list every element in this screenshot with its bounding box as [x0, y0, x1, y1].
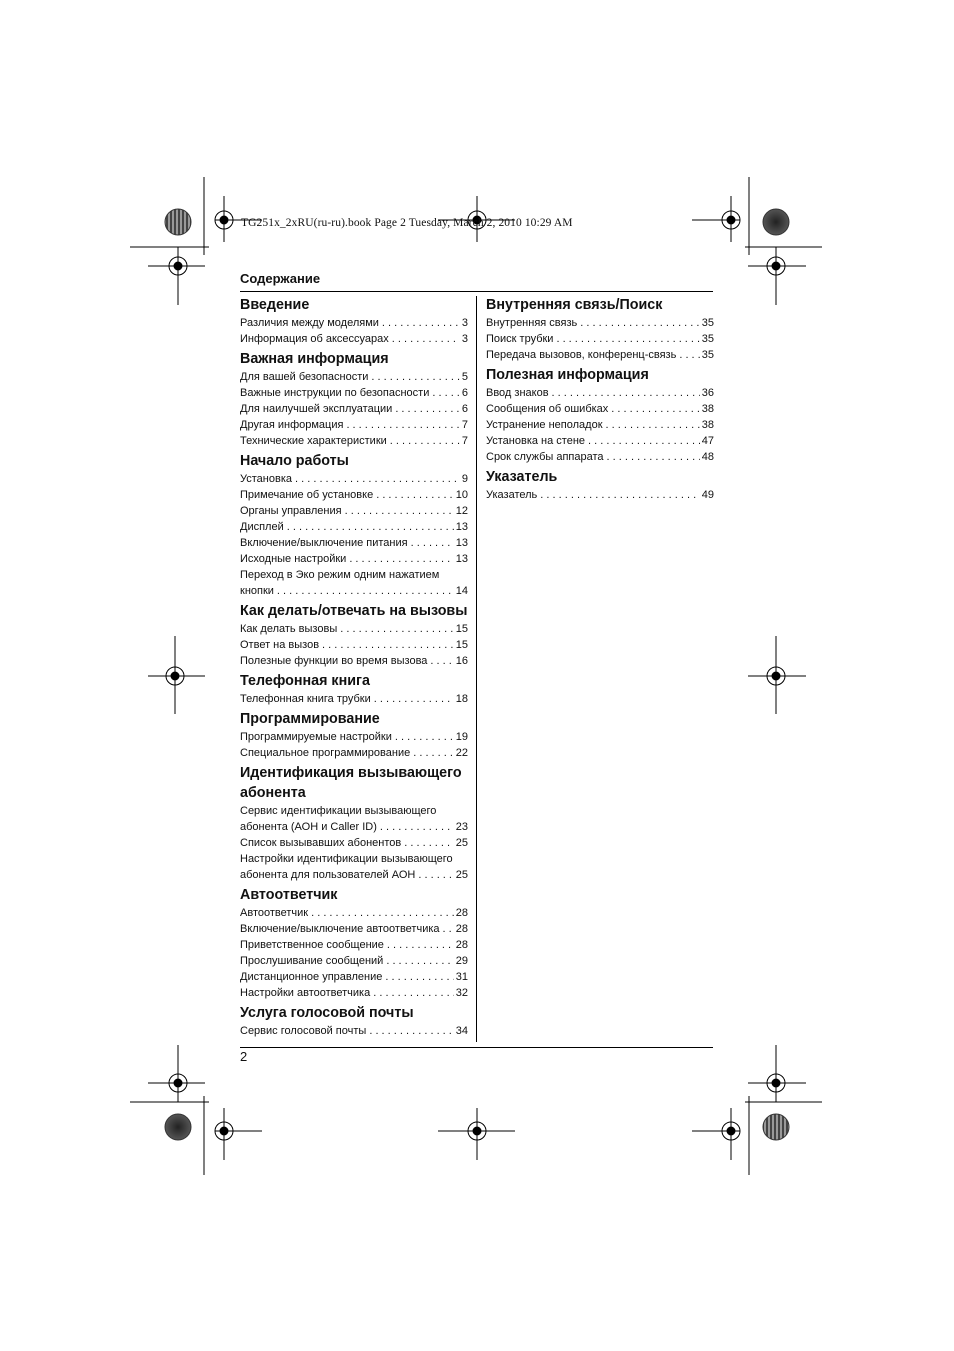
toc-section-title[interactable]: Автоответчик	[240, 887, 338, 903]
toc-entry[interactable]	[486, 385, 714, 401]
toc-page-number: 28	[455, 939, 468, 951]
toc-entry[interactable]	[240, 637, 468, 653]
toc-entry-text: Важные инструкции по безопасности	[240, 387, 430, 399]
toc-entry-text: Прослушивание сообщений	[240, 955, 384, 967]
toc-entry[interactable]	[240, 471, 468, 487]
toc-page-number: 23	[455, 821, 468, 833]
toc-page-number: 3	[461, 333, 468, 345]
toc-section	[240, 885, 468, 1001]
toc-entry-text: Другая информация	[240, 419, 344, 431]
toc-entry[interactable]	[240, 519, 468, 535]
toc-entry[interactable]	[240, 503, 468, 519]
toc-entry-text: Как делать вызовы	[240, 623, 338, 635]
toc-leader-dots	[549, 385, 700, 401]
toc-section	[240, 763, 468, 883]
toc-page-number: 3	[461, 317, 468, 329]
toc-leader-dots	[384, 937, 454, 953]
toc-page-number: 18	[455, 693, 468, 705]
toc-entry-text: Различия между моделями	[240, 317, 379, 329]
toc-entry-text: Специальное программирование	[240, 747, 411, 759]
toc-entry[interactable]	[240, 401, 468, 417]
toc-entry[interactable]	[240, 433, 468, 449]
toc-entry-text: Включение/выключение питания	[240, 537, 408, 549]
toc-entry-text: Полезные функции во время вызова	[240, 655, 428, 667]
toc-left-column	[240, 293, 468, 1039]
toc-entry[interactable]	[240, 985, 468, 1001]
toc-entry[interactable]	[240, 417, 468, 433]
toc-page-number: 22	[455, 747, 468, 759]
toc-page-number: 5	[461, 371, 468, 383]
toc-page-number: 28	[455, 907, 468, 919]
toc-section-title[interactable]: Услуга голосовой почты	[240, 1005, 414, 1021]
toc-page-number: 13	[455, 553, 468, 565]
toc-entry-text: Сообщения об ошибках	[486, 403, 609, 415]
toc-leader-dots	[366, 1023, 453, 1039]
toc-entry[interactable]	[240, 691, 468, 707]
toc-section	[240, 349, 468, 449]
toc-section-title[interactable]: Введение	[240, 297, 310, 313]
toc-entry-text: абонента (АОН и Caller ID)	[240, 821, 377, 833]
toc-section	[240, 671, 468, 707]
toc-leader-dots	[676, 347, 699, 363]
toc-section	[486, 295, 714, 363]
toc-page-number: 13	[455, 521, 468, 533]
toc-page-number: 19	[455, 731, 468, 743]
toc-entry[interactable]	[240, 535, 468, 551]
toc-page-number: 15	[455, 623, 468, 635]
toc-entry-text: абонента для пользователей АОН	[240, 869, 416, 881]
column-divider	[476, 296, 477, 1042]
toc-section	[240, 709, 468, 761]
toc-entry[interactable]	[240, 745, 468, 761]
toc-leader-dots	[389, 331, 460, 347]
toc-section	[240, 1003, 468, 1039]
toc-entry-text: Ответ на вызов	[240, 639, 320, 651]
toc-page-number: 47	[701, 435, 714, 447]
toc-section-title[interactable]: Программирование	[240, 711, 380, 727]
toc-page-number: 29	[455, 955, 468, 967]
toc-entry-text: Установка	[240, 473, 292, 485]
toc-entry[interactable]	[240, 969, 468, 985]
toc-leader-dots	[604, 449, 700, 465]
toc-leader-dots	[383, 953, 453, 969]
toc-page-number: 25	[455, 869, 468, 881]
toc-entry-text: Срок службы аппарата	[486, 451, 604, 463]
toc-entry[interactable]	[486, 347, 714, 363]
toc-leader-dots	[392, 401, 460, 417]
toc-leader-dots	[382, 969, 453, 985]
toc-entry-text: Передача вызовов, конференц-связь	[486, 349, 677, 361]
toc-section	[486, 467, 714, 503]
toc-page-number: 12	[455, 505, 468, 517]
toc-entry[interactable]	[240, 331, 468, 347]
toc-page-number: 25	[455, 837, 468, 849]
toc-leader-dots	[537, 487, 699, 503]
toc-entry[interactable]	[486, 331, 714, 347]
toc-page-number: 6	[461, 403, 468, 415]
toc-entry-text: Сервис голосовой почты	[240, 1025, 367, 1037]
toc-page-number: 13	[455, 537, 468, 549]
toc-entry-text: Технические характеристики	[240, 435, 387, 447]
toc-page-number: 34	[455, 1025, 468, 1037]
toc-entry-text: Автоответчик	[240, 907, 309, 919]
toc-entry[interactable]	[240, 867, 468, 883]
toc-leader-dots	[368, 369, 459, 385]
footer-rule	[240, 1047, 713, 1048]
toc-entry[interactable]	[240, 567, 468, 583]
toc-entry-text: Настройки автоответчика	[240, 987, 371, 999]
toc-entry[interactable]	[240, 385, 468, 401]
toc-leader-dots	[346, 551, 453, 567]
page-number: 2	[240, 1049, 248, 1064]
toc-entry[interactable]	[240, 921, 468, 937]
toc-entry-text: Для вашей безопасности	[240, 371, 369, 383]
toc-section-title[interactable]: Телефонная книга	[240, 673, 370, 689]
toc-leader-dots	[427, 653, 453, 669]
toc-leader-dots	[292, 471, 460, 487]
toc-entry[interactable]	[486, 449, 714, 465]
toc-section	[240, 295, 468, 347]
toc-leader-dots	[371, 691, 454, 707]
toc-section-title[interactable]: Как делать/отвечать на вызовы	[240, 603, 468, 619]
toc-leader-dots	[377, 819, 454, 835]
toc-page-number: 32	[455, 987, 468, 999]
toc-page-number: 6	[461, 387, 468, 399]
toc-page-number: 7	[461, 419, 468, 431]
toc-page-number: 38	[701, 403, 714, 415]
toc-entry-text: Примечание об установке	[240, 489, 374, 501]
toc-entry[interactable]	[240, 851, 468, 867]
toc-entry[interactable]	[240, 369, 468, 385]
toc-leader-dots	[577, 315, 699, 331]
toc-entry[interactable]	[240, 835, 468, 851]
toc-entry[interactable]	[240, 583, 468, 599]
toc-entry-text: Телефонная книга трубки	[240, 693, 371, 705]
toc-leader-dots	[370, 985, 454, 1001]
toc-section-title[interactable]: Внутренняя связь/Поиск	[486, 297, 663, 313]
toc-entry[interactable]	[240, 937, 468, 953]
toc-leader-dots	[308, 905, 454, 921]
toc-entry-text: Указатель	[486, 489, 538, 501]
toc-leader-dots	[410, 745, 454, 761]
toc-leader-dots	[408, 535, 454, 551]
toc-section	[240, 601, 468, 669]
toc-entry-text: Сервис идентификации вызывающего	[240, 805, 437, 817]
toc-entry[interactable]	[240, 621, 468, 637]
toc-entry-text: Настройки идентификации вызывающего	[240, 853, 453, 865]
book-info-line: TG251x_2xRU(ru-ru).book Page 2 Tuesday, March 2, 2010 10:29 AM	[241, 217, 573, 229]
toc-page-number: 9	[461, 473, 468, 485]
toc-entry-text: Программируемые настройки	[240, 731, 392, 743]
toc-page-number: 7	[461, 435, 468, 447]
toc-leader-dots	[553, 331, 699, 347]
toc-page-number: 31	[455, 971, 468, 983]
toc-leader-dots	[343, 417, 459, 433]
toc-leader-dots	[373, 487, 454, 503]
toc-section-title[interactable]: Идентификация вызывающего абонента	[240, 765, 462, 801]
toc-page-number: 49	[701, 489, 714, 501]
toc-entry-text: Исходные настройки	[240, 553, 347, 565]
toc-entry[interactable]	[240, 905, 468, 921]
toc-page-number: 28	[455, 923, 468, 935]
toc-section-title[interactable]: Указатель	[486, 469, 558, 485]
toc-entry-text: Установка на стене	[486, 435, 586, 447]
toc-leader-dots	[337, 621, 454, 637]
toc-entry[interactable]	[240, 487, 468, 503]
toc-page-number: 14	[455, 585, 468, 597]
toc-entry-text: Дисплей	[240, 521, 284, 533]
toc-leader-dots	[585, 433, 700, 449]
toc-page-number: 35	[701, 333, 714, 345]
toc-entry-text: Поиск трубки	[486, 333, 554, 345]
toc-entry-text: Внутренняя связь	[486, 317, 578, 329]
toc-entry-text: Для наилучшей эксплуатации	[240, 403, 393, 415]
toc-page-number: 38	[701, 419, 714, 431]
toc-leader-dots	[415, 867, 453, 883]
toc-entry[interactable]	[486, 487, 714, 503]
toc-entry-text: Приветственное сообщение	[240, 939, 384, 951]
toc-entry[interactable]	[240, 315, 468, 331]
toc-right-column	[486, 293, 714, 503]
toc-section-title[interactable]: Важная информация	[240, 351, 389, 367]
toc-leader-dots	[603, 417, 700, 433]
toc-section	[486, 365, 714, 465]
toc-leader-dots	[319, 637, 454, 653]
toc-entry-text: кнопки	[240, 585, 274, 597]
toc-entry-text: Включение/выключение автоответчика	[240, 923, 440, 935]
toc-entry-text: Устранение неполадок	[486, 419, 603, 431]
toc-leader-dots	[342, 503, 454, 519]
toc-entry-text: Список вызывавших абонентов	[240, 837, 402, 849]
toc-entry[interactable]	[486, 417, 714, 433]
toc-entry[interactable]	[240, 953, 468, 969]
toc-section-title[interactable]: Начало работы	[240, 453, 349, 469]
toc-leader-dots	[274, 583, 454, 599]
toc-entry[interactable]	[486, 401, 714, 417]
toc-leader-dots	[387, 433, 460, 449]
toc-entry[interactable]	[240, 551, 468, 567]
toc-leader-dots	[392, 729, 454, 745]
toc-entry-text: Дистанционное управление	[240, 971, 383, 983]
toc-leader-dots	[429, 385, 460, 401]
toc-entry-text: Органы управления	[240, 505, 342, 517]
toc-page-number: 16	[455, 655, 468, 667]
toc-entry[interactable]	[240, 819, 468, 835]
toc-section	[240, 451, 468, 599]
toc-leader-dots	[379, 315, 460, 331]
toc-entry[interactable]	[240, 653, 468, 669]
toc-entry-text: Переход в Эко режим одним нажатием	[240, 569, 440, 581]
toc-entry[interactable]	[240, 729, 468, 745]
toc-leader-dots	[608, 401, 699, 417]
toc-leader-dots	[440, 921, 454, 937]
toc-entry[interactable]	[486, 433, 714, 449]
toc-page-number: 35	[701, 317, 714, 329]
header-rule	[240, 291, 713, 292]
toc-leader-dots	[284, 519, 454, 535]
toc-page-number: 48	[701, 451, 714, 463]
toc-entry-text: Ввод знаков	[486, 387, 549, 399]
toc-section-title[interactable]: Полезная информация	[486, 367, 649, 383]
toc-entry[interactable]	[486, 315, 714, 331]
page-title: Содержание	[240, 271, 321, 286]
toc-entry[interactable]	[240, 803, 468, 819]
toc-leader-dots	[401, 835, 454, 851]
toc-entry[interactable]	[240, 1023, 468, 1039]
toc-entry-text: Информация об аксессуарах	[240, 333, 389, 345]
toc-page-number: 10	[455, 489, 468, 501]
toc-page-number: 35	[701, 349, 714, 361]
toc-page-number: 36	[701, 387, 714, 399]
toc-page-number: 15	[455, 639, 468, 651]
